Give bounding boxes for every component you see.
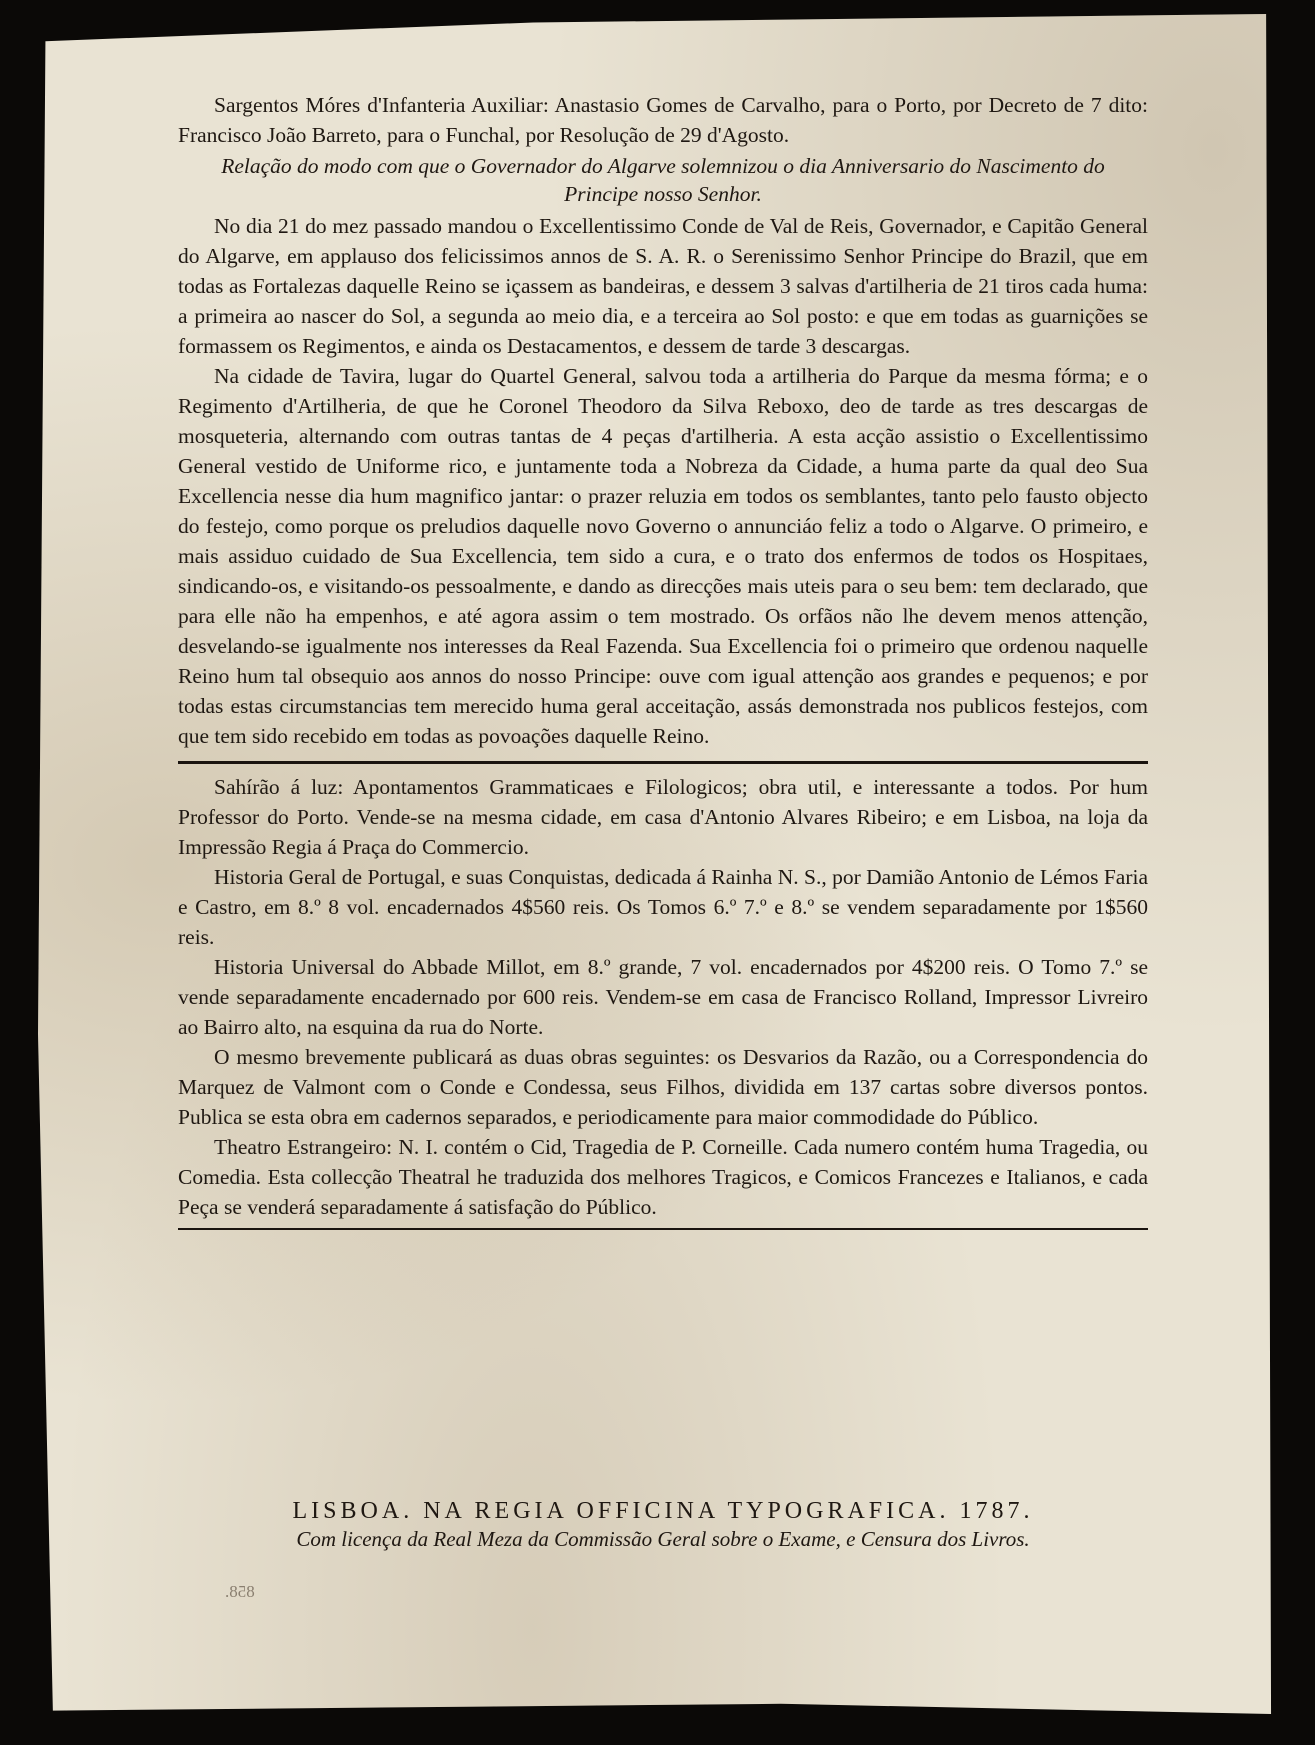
- section-divider: [178, 761, 1148, 764]
- report-paragraph-1: No dia 21 do mez passado mandou o Excellentissimo Conde de Val de Reis, Governador, e Capitão General do Algarve, em applauso dos felicissimos annos de S. A. R. o Serenissimo Senhor Principe do Brazil, que em todas as Fortalezas daquelle Reino se içassem as bandeiras, e dessem 3 salvas d'artilheria de 21 tiros cada huma: a primeira ao nascer do Sol, a segunda ao meio dia, e a terceira ao Sol posto: e que em todas as guarnições se formassem os Regimentos, e ainda os Destacamentos, e dessem de tarde 3 descargas.: [178, 214, 1148, 358]
- section-heading: Relação do modo com que o Governador do Algarve solemnizou o dia Anniversario do Nascimento do Principe nosso Senhor.: [221, 154, 1105, 206]
- colophon-license: Com licença da Real Meza da Commissão Geral sobre o Exame, e Censura dos Livros.: [296, 1527, 1030, 1551]
- notice-paragraph-4: O mesmo brevemente publicará as duas obras seguintes: os Desvarios da Razão, ou a Correspondencia do Marquez de Valmont com o Conde e Condessa, seus Filhos, dividida em 137 cartas sobre diversos pontos. Publica se esta obra em cadernos separados, e periodicamente para maior commodidade do Público.: [178, 1045, 1148, 1129]
- notice-paragraph-1: Sahírão á luz: Apontamentos Grammaticaes e Filologicos; obra util, e interessante a todos. Por hum Professor do Porto. Vende-se na mesma cidade, em casa d'Antonio Alvares Ribeiro; e em Lisboa, na loja da Impressão Regia á Praça do Commercio.: [178, 775, 1148, 859]
- notice-paragraph-5: Theatro Estrangeiro: N. I. contém o Cid, Tragedia de P. Corneille. Cada numero contém huma Tragedia, ou Comedia. Esta collecção Theatral he traduzida dos melhores Tragicos, e Comicos Francezes e Italianos, e cada Peça se venderá separadamente á satisfação do Público.: [178, 1135, 1148, 1219]
- appointments-paragraph: Sargentos Móres d'Infanteria Auxiliar: Anastasio Gomes de Carvalho, para o Porto, por Decreto de 7 dito: Francisco João Barreto, para o Funchal, por Resolução de 29 d'Agosto.: [178, 93, 1148, 147]
- notice-paragraph-2: Historia Geral de Portugal, e suas Conquistas, dedicada á Rainha N. S., por Damião Antonio de Lémos Faria e Castro, em 8.º 8 vol. encadernados 4$560 reis. Os Tomos 6.º 7.º e 8.º se vendem separadamente por 1$560 reis.: [178, 865, 1148, 949]
- colophon-divider: [178, 1228, 1148, 1230]
- notice-paragraph-3: Historia Universal do Abbade Millot, em 8.º grande, 7 vol. encadernados por 4$200 reis. O Tomo 7.º se vende separadamente encadernado por 600 reis. Vendem-se em casa de Francisco Rolland, Impressor Livreiro ao Bairro alto, na esquina da rua do Norte.: [178, 955, 1148, 1039]
- bleed-through-mark: 858.: [225, 1582, 255, 1601]
- document-body: [178, 90, 1148, 1230]
- report-paragraph-2: Na cidade de Tavira, lugar do Quartel General, salvou toda a artilheria do Parque da mesma fórma; e o Regimento d'Artilheria, de que he Coronel Theodoro da Silva Reboxo, deo de tarde as tres descargas de mosqueteria, alternando com outras tantas de 4 peças d'artilheria. A esta acção assistio o Excellentissimo General vestido de Uniforme rico, e juntamente toda a Nobreza da Cidade, a huma parte da qual deo Sua Excellencia nesse dia hum magnifico jantar: o prazer reluzia em todos os semblantes, tanto pelo fausto objecto do festejo, como porque os preludios daquelle novo Governo o annunciáo feliz a todo o Algarve. O primeiro, e mais assiduo cuidado de Sua Excellencia, tem sido a cura, e o trato dos enfermos de todos os Hospitaes, sindicando-os, e visitando-os pessoalmente, e dando as direcções mais uteis para o seu bem: tem declarado, que para elle não ha empenhos, e até agora assim o tem mostrado. Os orfãos não lhe devem menos attenção, desvelando-se igualmente nos interesses da Real Fazenda. Sua Excellencia foi o primeiro que ordenou naquelle Reino hum tal obsequio aos annos do nosso Principe: ouve com igual attenção aos grandes e pequenos; e por todas estas circumstancias tem merecido huma geral acceitação, assás demonstrada nos publicos festejos, com que tem sido recebido em todas as povoações daquelle Reino.: [178, 364, 1148, 748]
- colophon-title: LISBOA. NA REGIA OFFICINA TYPOGRAFICA. 1787.: [292, 1498, 1034, 1524]
- colophon: [188, 1496, 1138, 1552]
